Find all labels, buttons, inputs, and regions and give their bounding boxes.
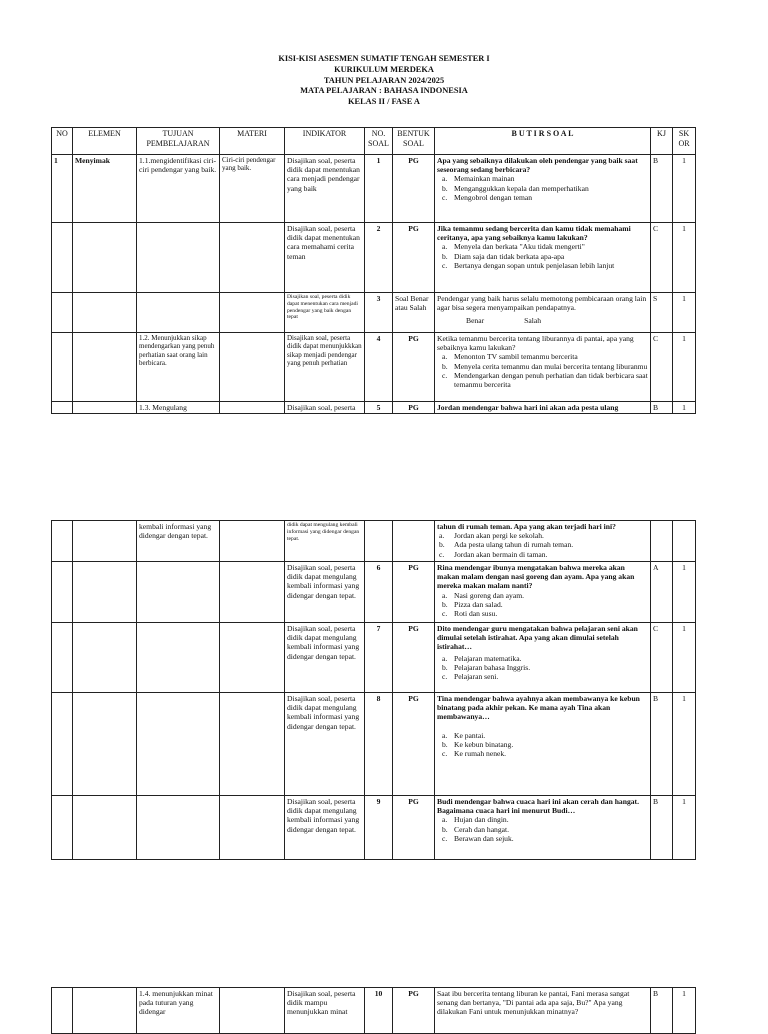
col-butir: B U T I R S O A L	[435, 128, 651, 155]
table-row	[52, 223, 696, 293]
row-indikator: Disajikan soal, peserta didik dapat mengulang kembali informasi yang didengar dengan tepat.	[285, 796, 365, 860]
option-a: a. Nasi goreng dan ayam.	[442, 590, 525, 600]
option-a: a. Hujan dan dingin.	[442, 815, 509, 825]
table-row	[52, 155, 696, 223]
option-c: c. Jordan akan bermain di taman.	[439, 549, 548, 559]
row-indikator: Disajikan soal, peserta	[285, 402, 365, 414]
option-b: b. Menganggukkan kepala dan memperhatikan	[442, 183, 589, 193]
row-butir	[435, 155, 651, 223]
option-list	[437, 242, 648, 270]
table-header-row	[52, 128, 696, 155]
row-butir	[435, 223, 651, 293]
table-row	[52, 521, 696, 562]
row-bentuk: Soal Benar atau Salah	[393, 293, 435, 333]
col-indikator: INDIKATOR	[285, 128, 365, 155]
row-kj: C	[651, 223, 673, 293]
row-no-soal: 3	[365, 293, 393, 333]
row-bentuk: PG	[393, 333, 435, 402]
row-indikator: Disajikan soal, peserta didik dapat menentukan cara menjadi pendengar yang baik dengan tepat	[285, 293, 365, 333]
row-indikator: Disajikan soal, peserta didik dapat menunjukkkan sikap menjadi pendengar yang penuh perhatian	[285, 333, 365, 402]
question-text: Rina mendengar ibunya mengatakan bahwa mereka akan makan malam dengan nasi goreng dan ayam. Apa yang akan mereka makan malam nanti?	[437, 563, 635, 591]
row-no-soal: 9	[365, 796, 393, 860]
option-list	[437, 591, 648, 619]
col-no: NO	[52, 128, 73, 155]
row-no-soal: 6	[365, 562, 393, 623]
row-indikator: Disajikan soal, peserta didik dapat mengulang kembali informasi yang didengar dengan tepat.	[285, 562, 365, 623]
row-tujuan: 1.3. Mengulang	[137, 402, 220, 414]
option-list	[437, 352, 648, 389]
row-indikator: didik dapat mengulang kembali informasi yang didengar dengan tepat.	[285, 521, 365, 562]
row-kj: B	[651, 402, 673, 414]
option-a: a. Memainkan mainan	[442, 174, 515, 184]
row-elemen: Menyimak	[73, 155, 137, 223]
row-no: 1	[52, 155, 73, 223]
row-kj: B	[651, 988, 673, 1034]
row-indikator: Disajikan soal, peserta didik dapat mengulang kembali informasi yang didengar dengan tepat.	[285, 693, 365, 796]
doc-class: KELAS II / FASE A	[348, 97, 420, 107]
table-row	[52, 796, 696, 860]
row-bentuk: PG	[393, 796, 435, 860]
table-row	[52, 988, 696, 1034]
col-kj: KJ	[651, 128, 673, 155]
row-tujuan: kembali informasi yang didengar dengan tepat.	[137, 521, 220, 562]
row-skor: 1	[673, 155, 696, 223]
true-false-options	[437, 316, 648, 325]
row-skor: 1	[673, 293, 696, 333]
question-text: Budi mendengar bahwa cuaca hari ini akan cerah dan hangat. Bagaimana cuaca hari ini menurut Budi…	[437, 797, 639, 816]
row-skor: 1	[673, 623, 696, 693]
row-skor: 1	[673, 562, 696, 623]
option-a: a. Menyela dan berkata "Aku tidak mengerti"	[442, 242, 585, 252]
table-row	[52, 402, 696, 414]
question-text: Dito mendengar guru mengatakan bahwa pelajaran seni akan dimulai setelah istirahat. Apa yang akan dimulai setelah istirahat…	[437, 624, 638, 652]
option-c: c. Mengobrol dengan teman	[442, 192, 533, 202]
row-kj: B	[651, 796, 673, 860]
row-no-soal: 7	[365, 623, 393, 693]
row-bentuk: PG	[393, 623, 435, 693]
table-row	[52, 562, 696, 623]
option-list	[437, 815, 648, 843]
option-list	[437, 731, 648, 759]
row-skor: 1	[673, 796, 696, 860]
option-c: c. Berawan dan sejuk.	[442, 833, 514, 843]
option-c: c. Ke rumah nenek.	[442, 749, 507, 759]
row-indikator: Disajikan soal, peserta didik dapat mengulang kembali informasi yang didengar dengan tepat.	[285, 623, 365, 693]
option-c: c. Bertanya dengan sopan untuk penjelasan lebih lanjut	[442, 260, 615, 270]
table-row	[52, 333, 696, 402]
row-kj: C	[651, 333, 673, 402]
row-kj: B	[651, 155, 673, 223]
kisi-table-part-2	[51, 520, 696, 860]
question-text: tahun di rumah teman. Apa yang akan terjadi hari ini?	[437, 522, 616, 531]
option-a: a. Jordan akan pergi ke sekolah.	[439, 531, 544, 541]
table-row	[52, 623, 696, 693]
col-elemen: ELEMEN	[73, 128, 137, 155]
row-butir	[435, 293, 651, 333]
row-no-soal: 1	[365, 155, 393, 223]
row-tujuan: 1.1.mengidentifikasi ciri-ciri pendengar yang baik.	[137, 155, 220, 223]
row-no-soal: 4	[365, 333, 393, 402]
row-bentuk: PG	[393, 693, 435, 796]
option-b: b. Pelajaran bahasa Inggris.	[442, 662, 531, 672]
row-kj: B	[651, 693, 673, 796]
option-a: a. Menonton TV sambil temanmu bercerita	[442, 352, 578, 362]
doc-year: TAHUN PELAJARAN 2024/2025	[323, 75, 445, 85]
row-skor: 1	[673, 333, 696, 402]
row-no-soal: 5	[365, 402, 393, 414]
row-butir	[435, 693, 651, 796]
row-skor: 1	[673, 402, 696, 414]
option-b: b. Diam saja dan tidak berkata apa-apa	[442, 251, 565, 261]
kisi-table-part-3	[51, 987, 696, 1034]
question-text: Jordan mendengar bahwa hari ini akan ada pesta ulang	[435, 402, 651, 414]
row-skor: 1	[673, 223, 696, 293]
question-text: Apa yang sebaiknya dilakukan oleh pendengar yang baik saat seseorang sedang berbicara?	[437, 156, 638, 175]
option-list	[437, 174, 648, 202]
row-bentuk: PG	[393, 988, 435, 1034]
row-no-soal: 8	[365, 693, 393, 796]
row-skor: 1	[673, 988, 696, 1034]
doc-title: KISI-KISI ASESMEN SUMATIF TENGAH SEMESTER I	[278, 54, 490, 63]
row-no-soal: 2	[365, 223, 393, 293]
option-c: c. Pelajaran seni.	[442, 672, 499, 682]
option-list	[437, 654, 648, 682]
col-bentuk: BENTUK SOAL	[393, 128, 435, 155]
table-row	[52, 293, 696, 333]
option-b: b. Menyela cerita temanmu dan mulai bercerita tentang liburanmu	[442, 361, 648, 371]
row-materi: Ciri-ciri pendengar yang baik.	[220, 155, 285, 223]
row-kj: S	[651, 293, 673, 333]
option-c: c. Mendengarkan dengan penuh perhatian dan tidak berbicara saat temanmu bercerita	[442, 370, 648, 390]
question-text: Pendengar yang baik harus selalu memotong pembicaraan orang lain agar bisa segera menyampaikan pendapatnya.	[437, 294, 647, 313]
doc-curriculum: KURIKULUM MERDEKA	[334, 64, 434, 74]
row-tujuan: 1.4. menunjukkan minat pada tuturan yang didengar	[137, 988, 220, 1034]
option-b: b. Ada pesta ulang tahun di rumah teman.	[439, 540, 574, 550]
option-b: b. Pizza dan salad.	[442, 599, 503, 609]
row-bentuk: PG	[393, 402, 435, 414]
doc-subject: MATA PELAJARAN : BAHASA INDONESIA	[300, 86, 468, 96]
row-kj: C	[651, 623, 673, 693]
option-salah: Salah	[524, 316, 542, 326]
option-c: c. Roti dan susu.	[442, 609, 498, 619]
row-butir	[435, 521, 651, 562]
row-skor: 1	[673, 693, 696, 796]
col-materi: MATERI	[220, 128, 285, 155]
question-text: Jika temanmu sedang bercerita dan kamu tidak memahami ceritanya, apa yang sebaiknya kamu lakukan?	[437, 224, 631, 243]
row-kj: A	[651, 562, 673, 623]
row-no-soal: 10	[365, 988, 393, 1034]
question-text: Tina mendengar bahwa ayahnya akan membawanya ke kebun binatang pada akhir pekan. Ke mana ayah Tina akan membawanya…	[437, 694, 640, 722]
row-bentuk: PG	[393, 223, 435, 293]
option-a: a. Pelajaran matematika.	[442, 653, 522, 663]
row-tujuan: 1.2. Menunjukkan sikap mendengarkan yang penuh perhatian saat orang lain berbicara.	[137, 333, 220, 402]
row-butir	[435, 623, 651, 693]
kisi-table-part-1	[51, 127, 696, 414]
option-b: b. Cerah dan hangat.	[442, 824, 510, 834]
col-no-soal: NO. SOAL	[365, 128, 393, 155]
row-butir	[435, 333, 651, 402]
row-bentuk: PG	[393, 562, 435, 623]
option-b: b. Ke kebun binatang.	[442, 739, 514, 749]
option-list	[437, 531, 648, 559]
option-benar: Benar	[466, 316, 485, 326]
option-a: a. Ke pantai.	[442, 730, 486, 740]
col-skor: SK OR	[673, 128, 696, 155]
row-indikator: Disajikan soal, peserta didik dapat menentukan cara menjadi pendengar yang baik	[285, 155, 365, 223]
document-header	[0, 54, 768, 108]
question-text: Saat ibu bercerita tentang liburan ke pantai, Fani merasa sangat senang dan bertanya, "Di pantai ada apa saja, Bu?" Apa yang dilakukan Fani untuk menunjukkan minatnya?	[435, 988, 651, 1034]
question-text: Ketika temanmu bercerita tentang liburannya di pantai, apa yang sebaiknya kamu lakukan?	[437, 334, 634, 353]
row-butir	[435, 562, 651, 623]
row-indikator: Disajikan soal, peserta didik mampu menunjukkan minat	[285, 988, 365, 1034]
row-indikator: Disajikan soal, peserta didik dapat menentukan cara memahami cerita teman	[285, 223, 365, 293]
row-bentuk: PG	[393, 155, 435, 223]
col-tujuan: TUJUAN PEMBELAJARAN	[137, 128, 220, 155]
table-row	[52, 693, 696, 796]
row-butir	[435, 796, 651, 860]
